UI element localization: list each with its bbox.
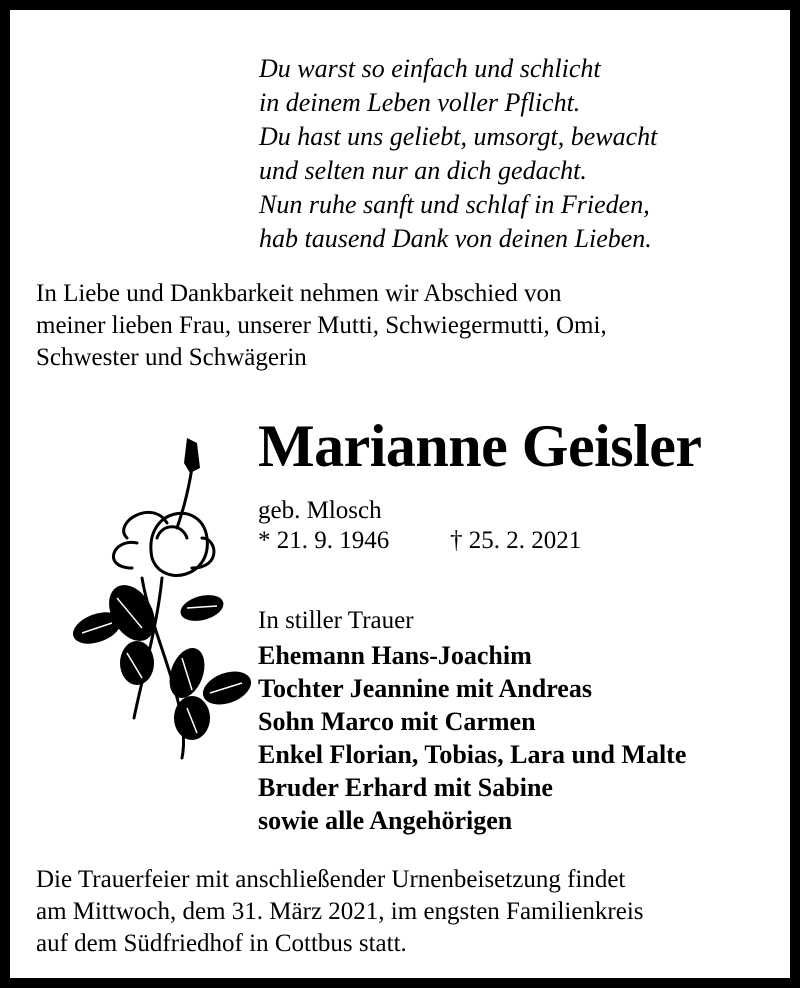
poem xyxy=(259,52,657,256)
birth-name: geb. Mlosch xyxy=(258,497,382,524)
intro-text xyxy=(36,278,607,374)
poem-line: in deinem Leben voller Pflicht. xyxy=(259,88,581,117)
intro-line: meiner lieben Frau, unserer Mutti, Schwiegermutti, Omi, xyxy=(36,312,607,339)
death-date: † 25. 2. 2021 xyxy=(450,527,582,554)
poem-line: und selten nur an dich gedacht. xyxy=(259,156,587,185)
family-member: Bruder Erhard mit Sabine xyxy=(258,773,553,802)
family-member: sowie alle Angehörigen xyxy=(258,806,513,835)
family-member: Ehemann Hans-Joachim xyxy=(258,641,532,670)
family-list xyxy=(258,639,686,837)
rose-icon xyxy=(42,428,252,768)
intro-line: Schwester und Schwägerin xyxy=(36,344,307,371)
mourning-label: In stiller Trauer xyxy=(258,607,414,634)
birth-date: * 21. 9. 1946 xyxy=(258,527,390,554)
life-dates xyxy=(258,527,581,555)
deceased-name: Marianne Geisler xyxy=(258,413,702,479)
poem-line: hab tausend Dank von deinen Lieben. xyxy=(259,224,652,253)
poem-line: Du hast uns geliebt, umsorgt, bewacht xyxy=(259,122,658,151)
funeral-info xyxy=(36,864,644,960)
family-member: Tochter Jeannine mit Andreas xyxy=(258,674,592,703)
funeral-info-line: auf dem Südfriedhof in Cottbus statt. xyxy=(36,930,407,957)
family-member: Sohn Marco mit Carmen xyxy=(258,707,536,736)
family-member: Enkel Florian, Tobias, Lara und Malte xyxy=(258,740,687,769)
funeral-info-line: Die Trauerfeier mit anschließender Urnenbeisetzung findet xyxy=(36,866,626,893)
poem-line: Du warst so einfach und schlicht xyxy=(259,54,601,83)
intro-line: In Liebe und Dankbarkeit nehmen wir Abschied von xyxy=(36,280,562,307)
poem-line: Nun ruhe sanft und schlaf in Frieden, xyxy=(259,190,650,219)
funeral-info-line: am Mittwoch, dem 31. März 2021, im engsten Familienkreis xyxy=(36,898,644,925)
